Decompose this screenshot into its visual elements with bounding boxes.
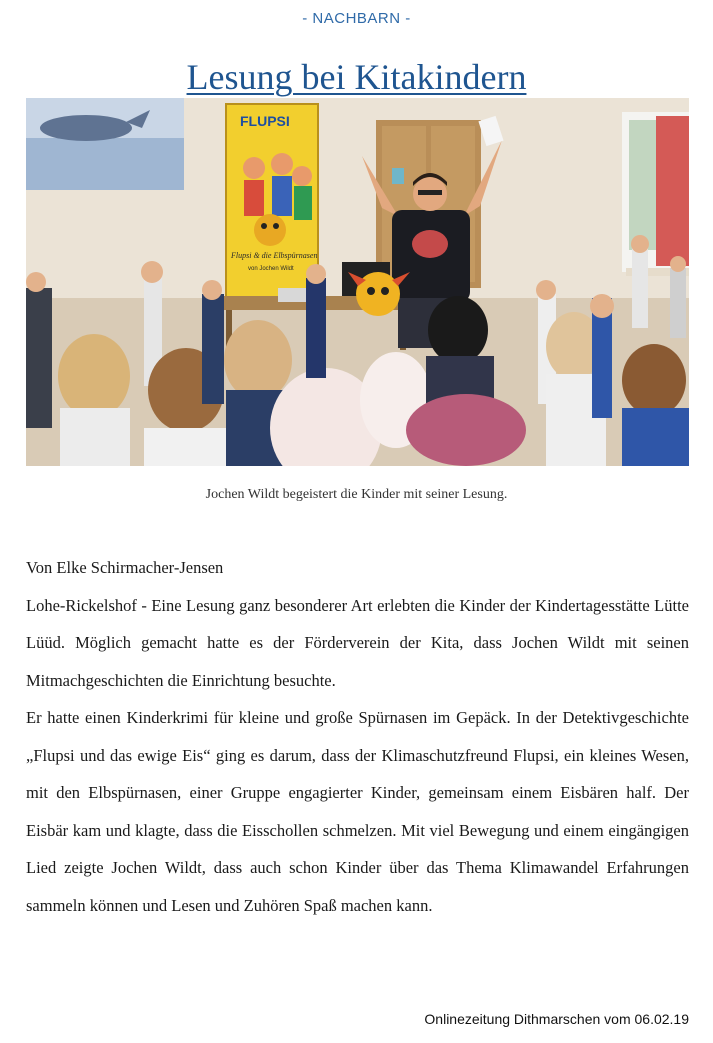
poster-author: von Jochen Wildt (248, 266, 294, 272)
article-headline: Lesung bei Kitakindern (186, 57, 527, 97)
article-paragraph: Er hatte einen Kinderkrimi für kleine und große Spürnasen im Gepäck. In der Detektivgeschichte „Flupsi und das ewige Eis“ ging es darum, dass der Klimaschutzfreund Flupsi, ein kleines Wesen, mit den Elbspürnasen, einer Gruppe engagierter Kinder, gemeinsam einem Eisbären half. Der Eisbär kam und klagte, dass die Eisschollen schmelzen. Mit viel Bewegung und einem eingängigen Lied zeigte Jochen Wildt, dass auch schon Kinder über das Thema Klimawandel Erfahrungen sammeln können und Lesen und Zuhören Spaß machen kann. (26, 708, 689, 915)
article-paragraph: Lohe-Rickelshof - Eine Lesung ganz besonderer Art erlebten die Kinder der Kindertagesstätte Lütte Lüüd. Möglich gemacht hatte es der Förderverein der Kita, dass Jochen Wildt mit seinen Mitmachgeschichten die Einrichtung besuchte. (26, 595, 689, 690)
article-photo (26, 98, 689, 466)
article-byline: Von Elke Schirmacher-Jensen (26, 558, 224, 577)
poster-title: Flupsi & die Elbspürnasen (231, 251, 318, 260)
poster (226, 104, 318, 300)
photo-caption: Jochen Wildt begeistert die Kinder mit seiner Lesung. (205, 487, 508, 502)
poster-brand: FLUPSI (240, 113, 290, 129)
section-label: - NACHBARN - (302, 10, 411, 27)
article-body (26, 549, 689, 924)
source-note: Onlinezeitung Dithmarschen vom 06.02.19 (424, 1011, 689, 1027)
